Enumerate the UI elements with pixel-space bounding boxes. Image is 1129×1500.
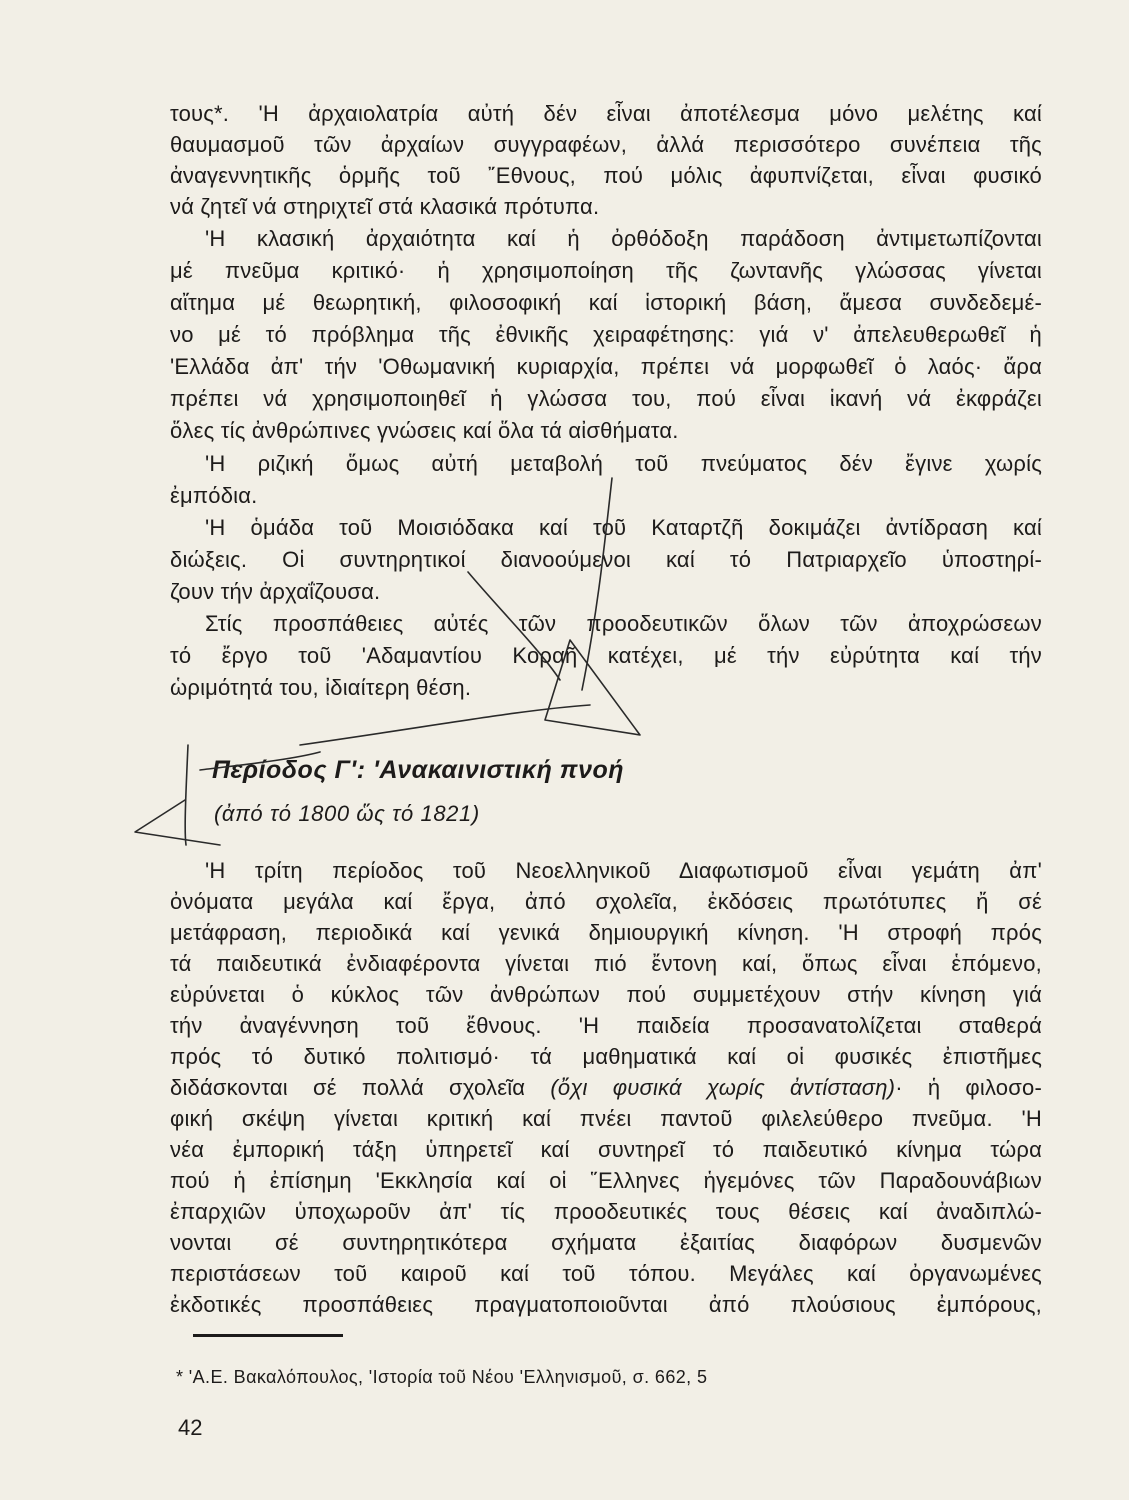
text-line: ἐμπόδια. bbox=[170, 483, 258, 508]
italic-text-run: (ὄχι φυσικά χωρίς ἀντίσταση) bbox=[550, 1075, 896, 1100]
text-line: νά ζητεῖ νά στηριχτεῖ στά κλασικά πρότυπα. bbox=[170, 194, 600, 219]
text-line: πρέπει νά χρησιμοποιηθεῖ ἡ γλώσσα του, πού εἶναι ἱκανή νά ἐκφράζει bbox=[170, 386, 1042, 411]
footnote: * 'Α.Ε. Βακαλόπουλος, 'Ιστορία τοῦ Νέου 'Ελληνισμοῦ, σ. 662, 5 bbox=[176, 1367, 708, 1387]
footnote-rule bbox=[193, 1334, 343, 1337]
text-line: τό ἔργο τοῦ 'Αδαμαντίου Κοραῆ κατέχει, μέ τήν εὐρύτητα καί τήν bbox=[170, 643, 1042, 668]
text-line: διώξεις. Οἱ συντηρητικοί διανοούμενοι καί τό Πατριαρχεῖο ὑποστηρί- bbox=[170, 547, 1042, 572]
text-line: θαυμασμοῦ τῶν ἀρχαίων συγγραφέων, ἀλλά περισσότερο συνέπεια τῆς bbox=[170, 132, 1042, 157]
text-line: ὀνόματα μεγάλα καί ἔργα, ἀπό σχολεῖα, ἐκδόσεις πρωτότυπες ἤ σέ bbox=[170, 889, 1042, 914]
text-line: μέ πνεῦμα κριτικό· ἡ χρησιμοποίηση τῆς ζωντανῆς γλώσσας γίνεται bbox=[170, 258, 1042, 283]
text-line: ἐπαρχιῶν ὑποχωροῦν ἀπ' τίς προοδευτικές τους θέσεις καί ἀναδιπλώ- bbox=[170, 1199, 1042, 1224]
text-run: διδάσκονται σέ πολλά σχολεῖα bbox=[170, 1075, 551, 1100]
text-line: νέα ἐμπορική τάξη ὑπηρετεῖ καί συντηρεῖ τό παιδευτικό κίνημα τώρα bbox=[170, 1137, 1042, 1162]
text-line: ζουν τήν ἀρχαΐζουσα. bbox=[170, 579, 381, 604]
text-line: 'Ελλάδα ἀπ' τήν 'Οθωμανική κυριαρχία, πρέπει νά μορφωθεῖ ὁ λαός· ἄρα bbox=[170, 354, 1042, 379]
text-line: 'Η τρίτη περίοδος τοῦ Νεοελληνικοῦ Διαφωτισμοῦ εἶναι γεμάτη ἀπ' bbox=[205, 858, 1042, 883]
text-line: τά παιδευτικά ἐνδιαφέροντα γίνεται πιό ἔντονη καί, ὅπως εἶναι ἑπόμενο, bbox=[170, 951, 1042, 976]
section-heading: Περίοδος Γ': 'Ανακαινιστική πνοή bbox=[212, 756, 625, 784]
text-line: ὅλες τίς ἀνθρώπινες γνώσεις καί ὅλα τά αἰσθήματα. bbox=[170, 418, 679, 443]
text-line: περιστάσεων τοῦ καιροῦ καί τοῦ τόπου. Μεγάλες καί ὀργανωμένες bbox=[170, 1261, 1042, 1286]
text-line-with-italic bbox=[170, 1074, 1042, 1102]
text-line: νονται σέ συντηρητικότερα σχήματα ἐξαιτίας διαφόρων δυσμενῶν bbox=[170, 1230, 1042, 1255]
text-line: τήν ἀναγέννηση τοῦ ἔθνους. 'Η παιδεία προσανατολίζεται σταθερά bbox=[170, 1013, 1042, 1038]
text-line: νο μέ τό πρόβλημα τῆς ἐθνικῆς χειραφέτησης: γιά ν' ἀπελευθερωθεῖ ἡ bbox=[170, 322, 1042, 347]
pen-stroke bbox=[135, 800, 220, 845]
text-line: 'Η ριζική ὅμως αὐτή μεταβολή τοῦ πνεύματος δέν ἔγινε χωρίς bbox=[205, 451, 1042, 476]
text-line: 'Η ὁμάδα τοῦ Μοισιόδακα καί τοῦ Καταρτζῆ δοκιμάζει ἀντίδραση καί bbox=[205, 515, 1042, 540]
text-line: Στίς προσπάθειες αὐτές τῶν προοδευτικῶν ὅλων τῶν ἀποχρώσεων bbox=[205, 611, 1042, 636]
text-line: εὐρύνεται ὁ κύκλος τῶν ἀνθρώπων πού συμμετέχουν στήν κίνηση γιά bbox=[170, 982, 1042, 1007]
pen-stroke bbox=[300, 705, 590, 745]
text-line: φική σκέψη γίνεται κριτική καί πνέει παντοῦ φιλελεύθερο πνεῦμα. 'Η bbox=[170, 1106, 1042, 1131]
page-number: 42 bbox=[178, 1415, 203, 1440]
text-line: πού ἡ ἐπίσημη 'Εκκλησία καί οἱ ῞Ελληνες ἡγεμόνες τῶν Παραδουνάβιων bbox=[170, 1168, 1042, 1193]
text-line: 'Η κλασική ἀρχαιότητα καί ἡ ὀρθόδοξη παράδοση ἀντιμετωπίζονται bbox=[205, 226, 1042, 251]
text-line: αἴτημα μέ θεωρητική, φιλοσοφική καί ἱστορική βάση, ἄμεσα συνδεδεμέ- bbox=[170, 290, 1042, 315]
text-run: · ἡ φιλοσο- bbox=[895, 1075, 1042, 1100]
text-line: πρός τό δυτικό πολιτισμό· τά μαθηματικά καί οἱ φυσικές ἐπιστῆμες bbox=[170, 1044, 1042, 1069]
text-line: ὡριμότητά του, ἰδιαίτερη θέση. bbox=[170, 675, 472, 700]
pen-stroke bbox=[185, 745, 188, 845]
text-line: ἀναγεννητικῆς ὁρμῆς τοῦ ῎Εθνους, πού μόλις ἀφυπνίζεται, εἶναι φυσικό bbox=[170, 163, 1042, 188]
section-subheading: (ἀπό τό 1800 ὥς τό 1821) bbox=[214, 801, 480, 826]
text-line: τους*. 'Η ἀρχαιολατρία αὐτή δέν εἶναι ἀποτέλεσμα μόνο μελέτης καί bbox=[170, 101, 1042, 126]
text-line: ἐκδοτικές προσπάθειες πραγματοποιοῦνται ἀπό πλούσιους ἐμπόρους, bbox=[170, 1292, 1042, 1317]
text-line: μετάφραση, περιοδικά καί γενικά δημιουργική κίνηση. 'Η στροφή πρός bbox=[170, 920, 1042, 945]
